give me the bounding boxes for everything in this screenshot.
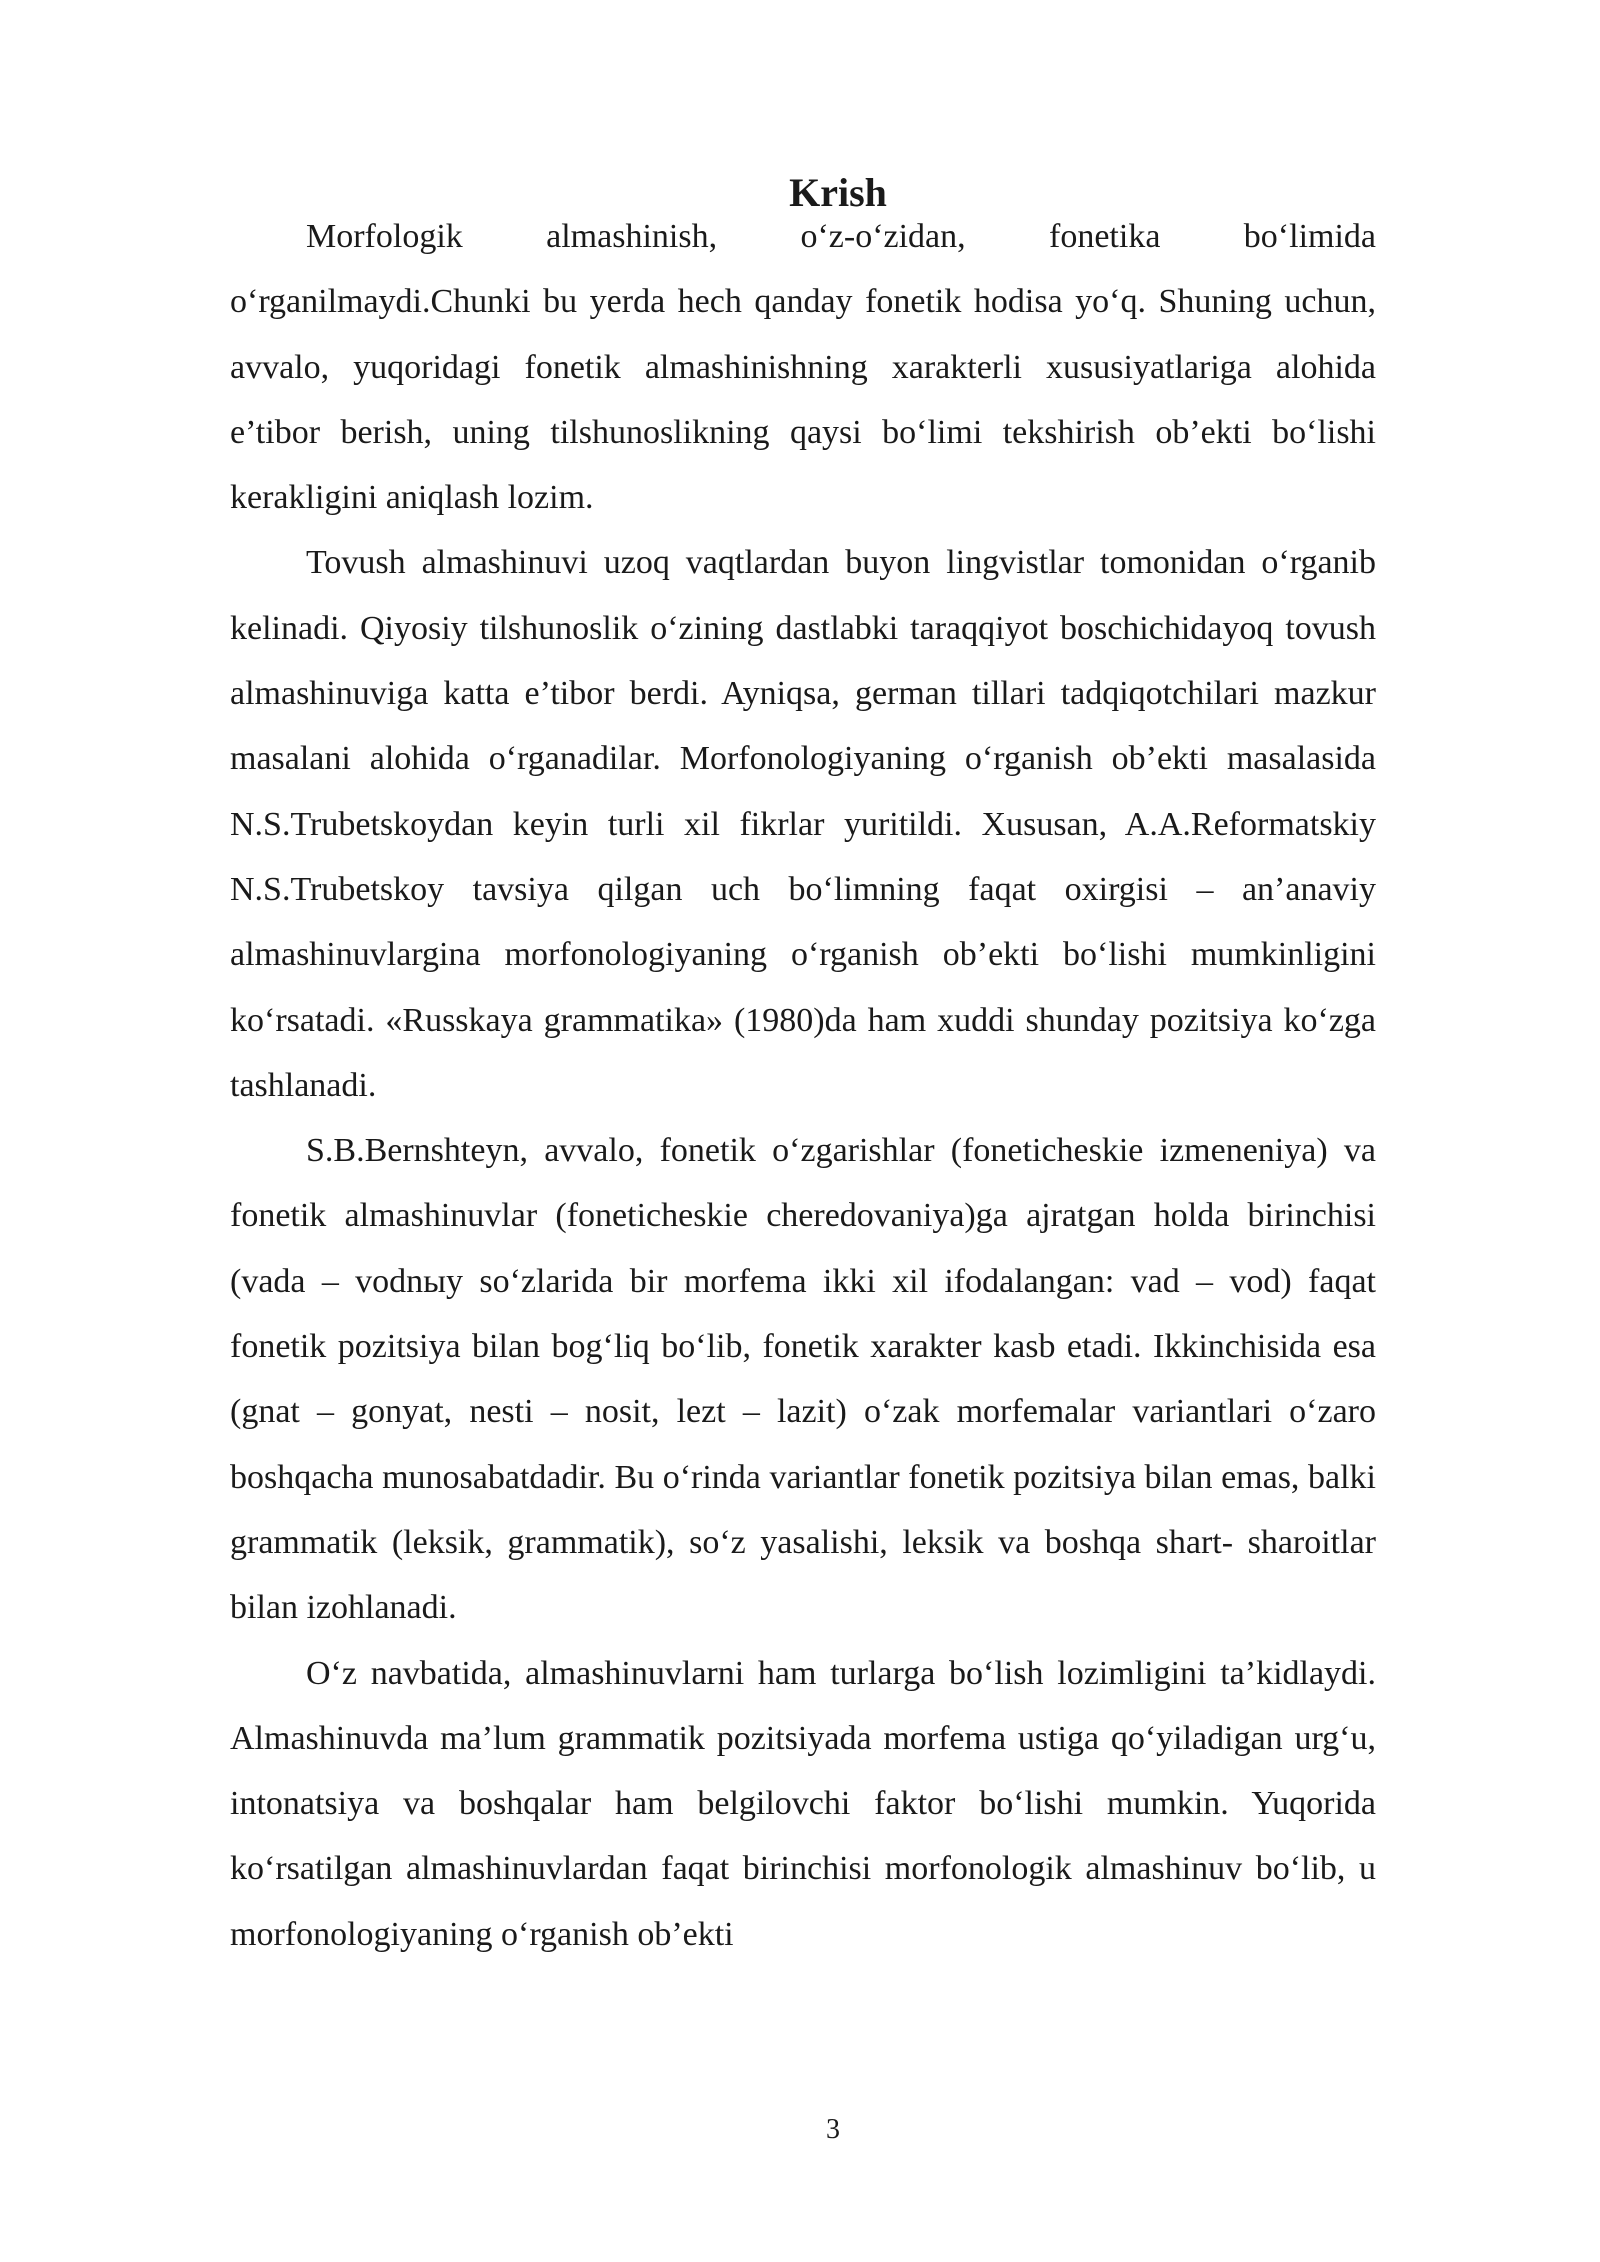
paragraph: O‘z navbatida, almashinuvlarni ham turlarga bo‘lish lozimligini ta’kidlaydi. Almashinuvda ma’lum grammatik pozitsiyada morfema ustiga qo‘yiladigan urg‘u, intonatsiya va boshqalar ham belgilovchi faktor bo‘lishi mumkin. Yuqorida ko‘rsatilgan almashinuvlardan faqat birinchisi morfonologik almashinuv bo‘lib, u morfonologiyaning o‘rganish ob’ekti	[230, 1654, 1376, 1953]
page-number: 3	[826, 2114, 840, 2145]
paragraph: Morfologik almashinish, o‘z-o‘zidan, fonetika bo‘limida o‘rganilmaydi.Chunki bu yerda hech qanday fonetik hodisa yo‘q. Shuning uchun, avvalo, yuqoridagi fonetik almashinishning xarakterli xususiyatlariga alohida e’tibor berish, uning tilshunoslikning qaysi bo‘limi tekshirish ob’ekti bo‘lishi kerakligini aniqlash lozim.	[230, 218, 1376, 517]
paragraph: Tovush almashinuvi uzoq vaqtlardan buyon lingvistlar tomonidan o‘rganib kelinadi. Qiyosiy tilshunoslik o‘zining dastlabki taraqqiyot boschichidayoq tovush almashinuviga katta e’tibor berdi. Ayniqsa, german tillari tadqiqotchilari mazkur masalani alohida o‘rganadilar. Morfonologiyaning o‘rganish ob’ekti masalasida N.S.Trubetskoydan keyin turli xil fikrlar yuritildi. Xususan, A.A.Reformatskiy N.S.Trubetskoy tavsiya qilgan uch bo‘limning faqat oxirgisi – an’anaviy almashinuvlargina morfonologiyaning o‘rganish ob’ekti bo‘lishi mumkinligini ko‘rsatadi. «Russkaya grammatika» (1980)da ham xuddi shunday pozitsiya ko‘zga tashlanadi.	[230, 544, 1376, 1104]
body-text	[230, 204, 1376, 1967]
paragraph: S.B.Bernshteyn, avvalo, fonetik o‘zgarishlar (foneticheskie izmeneniya) va fonetik almashinuvlar (foneticheskie cheredovaniya)ga ajratgan holda birinchisi (vada – vodnыy so‘zlarida bir morfema ikki xil ifodalangan: vad – vod) faqat fonetik pozitsiya bilan bog‘liq bo‘lib, fonetik xarakter kasb etadi. Ikkinchisida esa (gnat – gonyat, nesti – nosit, lezt – lazit) o‘zak morfemalar variantlari o‘zaro boshqacha munosabatdadir. Bu o‘rinda variantlar fonetik pozitsiya bilan emas, balki grammatik (leksik, grammatik), so‘z yasalishi, leksik va boshqa shart- sharoitlar bilan izohlanadi.	[230, 1132, 1376, 1627]
page-title: Krish	[789, 169, 887, 215]
